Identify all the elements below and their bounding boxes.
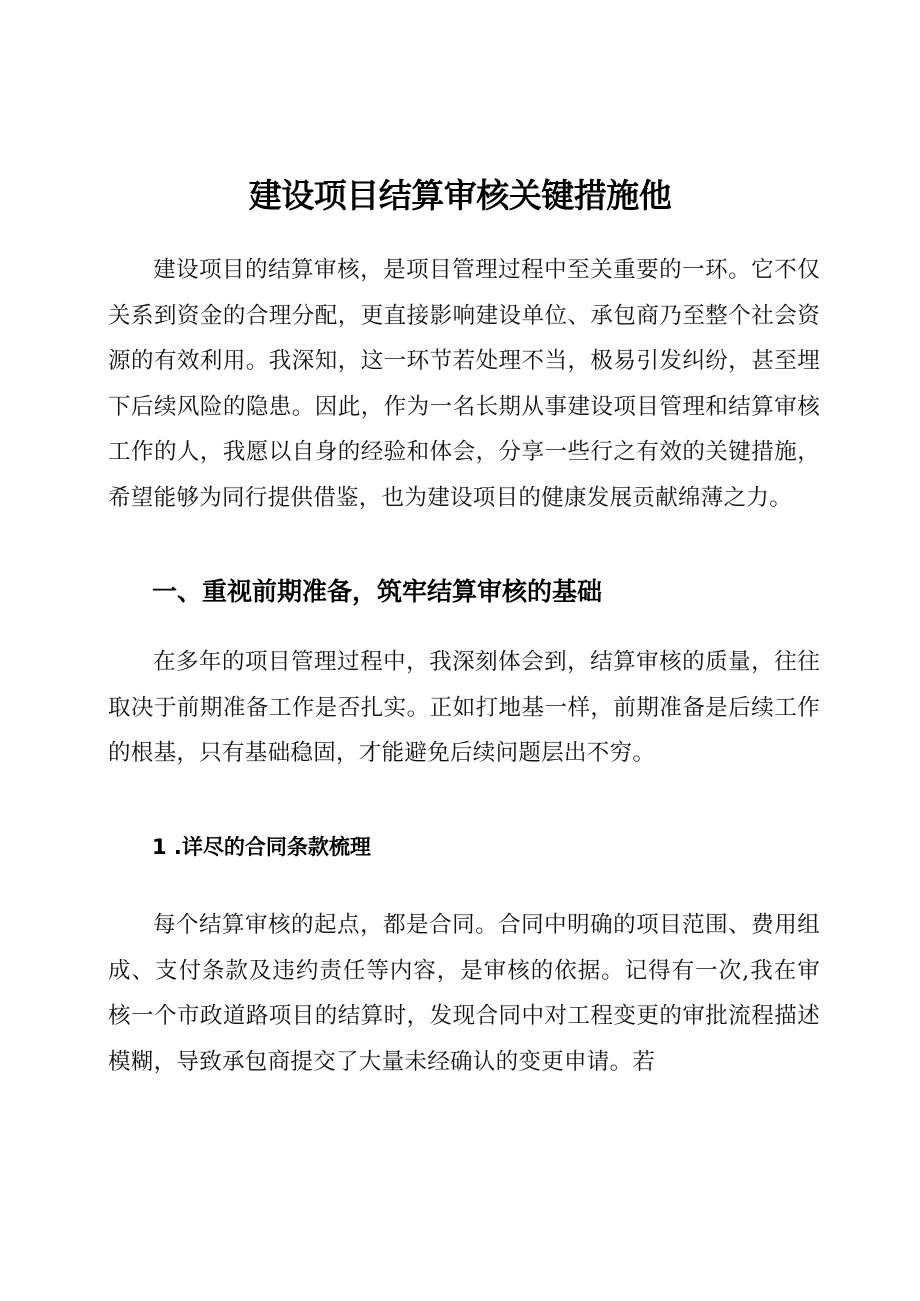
intro-paragraph: 建设项目的结算审核，是项目管理过程中至关重要的一环。它不仅关系到资金的合理分配，更直接影响建设单位、承包商乃至整个社会资源的有效利用。我深知，这一环节若处理不当，极易引发纠纷，甚至埋下后续风险的隐患。因此，作为一名长期从事建设项目管理和结算审核工作的人，我愿以自身的经验和体会，分享一些行之有效的关键措施，希望能够为同行提供借鉴，也为建设项目的健康发展贡献绵薄之力。 bbox=[108, 257, 820, 511]
section-heading-1: 一、重视前期准备，筑牢结算审核的基础 bbox=[152, 577, 603, 606]
subsection-1-1-paragraph: 每个结算审核的起点，都是合同。合同中明确的项目范围、费用组成、支付条款及违约责任等内容，是审核的依据。记得有一次,我在审核一个市政道路项目的结算时，发现合同中对工程变更的审批流程描述模糊，导致承包商提交了大量未经确认的变更申请。若 bbox=[108, 912, 820, 1075]
section-1-paragraph: 在多年的项目管理过程中，我深刻体会到，结算审核的质量，往往取决于前期准备工作是否扎实。正如打地基一样，前期准备是后续工作的根基，只有基础稳固，才能避免后续问题层出不穷。 bbox=[108, 649, 820, 767]
document-title: 建设项目结算审核关键措施他 bbox=[248, 176, 672, 215]
subsection-heading-1-1: 1 .详尽的合同条款梳理 bbox=[152, 835, 371, 859]
